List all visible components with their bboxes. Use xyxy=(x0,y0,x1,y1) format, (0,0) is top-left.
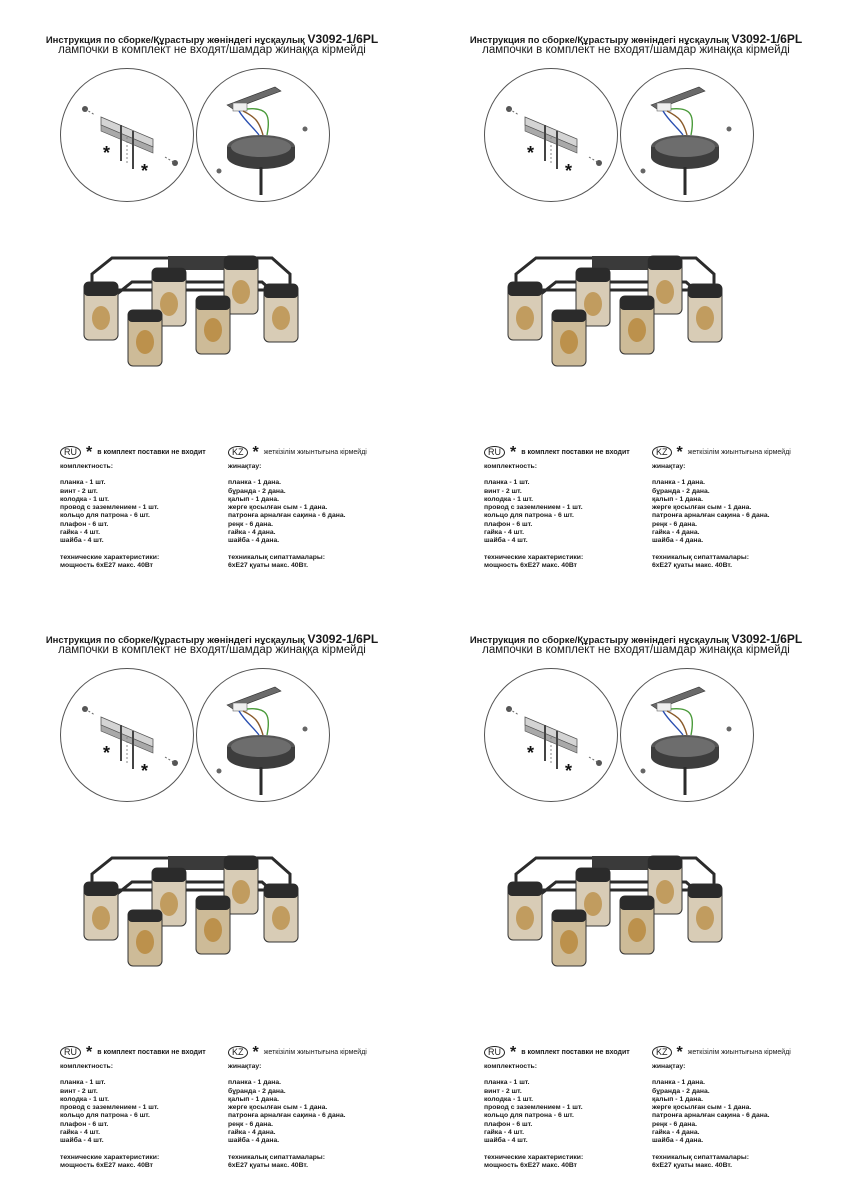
kit-item: планка - 1 дана. xyxy=(652,1079,706,1087)
model-number: V3092-1/6PL xyxy=(731,632,803,646)
kit-item: провод с заземлением - 1 шт. xyxy=(60,504,159,512)
asterisk-mark: * xyxy=(252,443,259,461)
kz-kit-list xyxy=(228,1063,346,1170)
kit-item: планка - 1 шт. xyxy=(484,479,530,487)
kit-item: гайка - 4 дана. xyxy=(652,529,700,537)
kit-item: плафон - 6 шт. xyxy=(60,1120,109,1128)
kit-item: шайба - 4 шт. xyxy=(60,537,104,545)
chandelier-illustration xyxy=(496,238,736,378)
asterisk-mark: * xyxy=(141,761,149,781)
chandelier-illustration xyxy=(72,838,312,978)
kit-item: кольцо для патрона - 6 шт. xyxy=(484,1112,574,1120)
mounting-bracket-diagram xyxy=(484,668,618,802)
kit-item: колодка - 1 шт. xyxy=(60,495,110,503)
kit-heading: жинақтау: xyxy=(228,1063,262,1070)
spec-heading: технические характеристики: xyxy=(484,553,584,561)
kit-item: патронға арналған сақина - 6 дана. xyxy=(228,512,346,520)
kit-item: шайба - 4 дана. xyxy=(228,537,280,545)
kit-item: гайка - 4 шт. xyxy=(484,529,524,537)
kz-not-included: жеткізілім жиынтығына кірмейді xyxy=(263,1049,367,1056)
spec-value: 6xE27 қуаты макс. 40Вт. xyxy=(228,1161,309,1169)
asterisk-mark: * xyxy=(141,161,149,181)
ru-kit-list xyxy=(484,1063,583,1170)
kit-item: гайка - 4 дана. xyxy=(652,1129,700,1137)
kz-not-included: жеткізілім жиынтығына кірмейді xyxy=(687,449,791,456)
kit-item: бұранда - 2 дана. xyxy=(228,487,286,495)
kit-item: винт - 2 шт. xyxy=(484,487,522,495)
wiring-canopy-diagram xyxy=(620,668,754,802)
kz-note xyxy=(652,1043,791,1061)
instruction-copy xyxy=(0,0,424,600)
kit-item: планка - 1 шт. xyxy=(60,1079,106,1087)
ru-kit-list xyxy=(484,463,583,570)
kit-item: гайка - 4 шт. xyxy=(60,1129,100,1137)
asterisk-mark: * xyxy=(527,143,535,163)
ru-not-included: в комплект поставки не входит xyxy=(97,1049,206,1056)
kz-badge: KZ xyxy=(228,1046,248,1059)
wiring-canopy-diagram xyxy=(196,68,330,202)
kit-item: гайка - 4 шт. xyxy=(484,1129,524,1137)
kz-not-included: жеткізілім жиынтығына кірмейді xyxy=(263,449,367,456)
kit-item: плафон - 6 шт. xyxy=(484,1120,533,1128)
kit-heading: комплектность: xyxy=(484,463,537,470)
kit-item: планка - 1 шт. xyxy=(484,1079,530,1087)
kit-item: шайба - 4 шт. xyxy=(60,1137,104,1145)
kit-item: бұранда - 2 дана. xyxy=(228,1087,286,1095)
kit-item: жерге қосылған сым - 1 дана. xyxy=(652,504,752,512)
kz-badge: KZ xyxy=(652,446,672,459)
mounting-bracket-diagram xyxy=(60,668,194,802)
kit-item: колодка - 1 шт. xyxy=(484,1095,534,1103)
spec-value: 6xE27 қуаты макс. 40Вт. xyxy=(228,561,309,569)
kit-item: провод с заземлением - 1 шт. xyxy=(60,1104,159,1112)
kz-badge: KZ xyxy=(228,446,248,459)
kit-item: қалып - 1 дана. xyxy=(652,495,703,503)
asterisk-mark: * xyxy=(252,1043,259,1061)
chandelier-illustration xyxy=(72,238,312,378)
ru-note xyxy=(60,443,206,461)
kit-item: планка - 1 дана. xyxy=(652,479,706,487)
model-number: V3092-1/6PL xyxy=(307,632,379,646)
kit-item: патронға арналған сақина - 6 дана. xyxy=(652,512,770,520)
mounting-bracket-diagram xyxy=(60,68,194,202)
kit-heading: жинақтау: xyxy=(228,463,262,470)
kit-item: гайка - 4 дана. xyxy=(228,529,276,537)
kit-item: шайба - 4 дана. xyxy=(652,1137,704,1145)
kz-not-included: жеткізілім жиынтығына кірмейді xyxy=(687,1049,791,1056)
ru-badge: RU xyxy=(484,1046,505,1059)
kit-item: колодка - 1 шт. xyxy=(60,1095,110,1103)
ru-note xyxy=(484,1043,630,1061)
spec-value: мощность 6xE27 макс. 40Вт xyxy=(60,561,154,569)
model-number: V3092-1/6PL xyxy=(731,32,803,46)
title-text: Инструкция по сборке/Құрастыру жөніндегі нұсқаулық xyxy=(45,635,308,646)
asterisk-mark: * xyxy=(676,1043,683,1061)
asterisk-mark: * xyxy=(565,161,573,181)
ru-not-included: в комплект поставки не входит xyxy=(521,449,630,456)
kit-item: патронға арналған сақина - 6 дана. xyxy=(652,1112,770,1120)
bulbs-not-included-note: лампочки в комплект не входят/шамдар жинаққа кірмейді xyxy=(58,644,366,656)
spec-value: мощность 6xE27 макс. 40Вт xyxy=(484,561,578,569)
mounting-bracket-diagram xyxy=(484,68,618,202)
kit-item: провод с заземлением - 1 шт. xyxy=(484,1104,583,1112)
instruction-copy xyxy=(424,600,848,1200)
asterisk-mark: * xyxy=(565,761,573,781)
bulbs-not-included-note: лампочки в комплект не входят/шамдар жинаққа кірмейді xyxy=(482,44,790,56)
spec-heading: техникалық сипаттамалары: xyxy=(652,553,749,561)
ru-not-included: в комплект поставки не входит xyxy=(521,1049,630,1056)
ru-kit-list xyxy=(60,463,159,570)
spec-heading: технические характеристики: xyxy=(60,553,160,561)
kz-note xyxy=(228,443,367,461)
bulbs-not-included-note: лампочки в комплект не входят/шамдар жинаққа кірмейді xyxy=(482,644,790,656)
kit-item: планка - 1 дана. xyxy=(228,479,282,487)
kit-heading: жинақтау: xyxy=(652,1063,686,1070)
kit-item: патронға арналған сақина - 6 дана. xyxy=(228,1112,346,1120)
kit-item: жерге қосылған сым - 1 дана. xyxy=(228,504,328,512)
title-text: Инструкция по сборке/Құрастыру жөніндегі нұсқаулық xyxy=(45,35,308,46)
kit-item: гайка - 4 дана. xyxy=(228,1129,276,1137)
kz-kit-list xyxy=(652,463,770,570)
kit-item: реңк - 6 дана. xyxy=(652,520,698,528)
asterisk-mark: * xyxy=(676,443,683,461)
kit-heading: жинақтау: xyxy=(652,463,686,470)
kit-item: кольцо для патрона - 6 шт. xyxy=(60,1112,150,1120)
kit-item: гайка - 4 шт. xyxy=(60,529,100,537)
kit-item: шайба - 4 дана. xyxy=(652,537,704,545)
kit-item: колодка - 1 шт. xyxy=(484,495,534,503)
kit-item: плафон - 6 шт. xyxy=(60,520,109,528)
ru-badge: RU xyxy=(60,1046,81,1059)
ru-badge: RU xyxy=(484,446,505,459)
bulbs-not-included-note: лампочки в комплект не входят/шамдар жинаққа кірмейді xyxy=(58,44,366,56)
instruction-copy xyxy=(424,0,848,600)
spec-heading: техникалық сипаттамалары: xyxy=(652,1153,749,1161)
ru-not-included: в комплект поставки не входит xyxy=(97,449,206,456)
ru-note xyxy=(60,1043,206,1061)
kit-item: реңк - 6 дана. xyxy=(228,1120,274,1128)
instruction-copy xyxy=(0,600,424,1200)
model-number: V3092-1/6PL xyxy=(307,32,379,46)
kit-heading: комплектность: xyxy=(60,1063,113,1070)
kit-item: кольцо для патрона - 6 шт. xyxy=(60,512,150,520)
spec-value: мощность 6xE27 макс. 40Вт xyxy=(60,1161,154,1169)
kit-item: кольцо для патрона - 6 шт. xyxy=(484,512,574,520)
wiring-canopy-diagram xyxy=(196,668,330,802)
kit-item: планка - 1 шт. xyxy=(60,479,106,487)
kz-note xyxy=(652,443,791,461)
spec-value: 6xE27 қуаты макс. 40Вт. xyxy=(652,561,733,569)
asterisk-mark: * xyxy=(510,1043,517,1061)
kz-badge: KZ xyxy=(652,1046,672,1059)
spec-heading: технические характеристики: xyxy=(60,1153,160,1161)
kit-item: қалып - 1 дана. xyxy=(228,495,279,503)
asterisk-mark: * xyxy=(86,443,93,461)
kit-item: жерге қосылған сым - 1 дана. xyxy=(228,1104,328,1112)
kz-note xyxy=(228,1043,367,1061)
wiring-canopy-diagram xyxy=(620,68,754,202)
kit-item: шайба - 4 шт. xyxy=(484,537,528,545)
kit-item: реңк - 6 дана. xyxy=(228,520,274,528)
kit-item: қалып - 1 дана. xyxy=(228,1095,279,1103)
asterisk-mark: * xyxy=(103,743,111,763)
spec-value: 6xE27 қуаты макс. 40Вт. xyxy=(652,1161,733,1169)
kit-item: жерге қосылған сым - 1 дана. xyxy=(652,1104,752,1112)
kit-item: провод с заземлением - 1 шт. xyxy=(484,504,583,512)
kit-heading: комплектность: xyxy=(484,1063,537,1070)
kit-item: винт - 2 шт. xyxy=(60,1087,98,1095)
kit-heading: комплектность: xyxy=(60,463,113,470)
kit-item: шайба - 4 дана. xyxy=(228,1137,280,1145)
spec-value: мощность 6xE27 макс. 40Вт xyxy=(484,1161,578,1169)
asterisk-mark: * xyxy=(510,443,517,461)
asterisk-mark: * xyxy=(527,743,535,763)
kit-item: реңк - 6 дана. xyxy=(652,1120,698,1128)
chandelier-illustration xyxy=(496,838,736,978)
title-text: Инструкция по сборке/Құрастыру жөніндегі нұсқаулық xyxy=(469,35,732,46)
spec-heading: техникалық сипаттамалары: xyxy=(228,1153,325,1161)
kit-item: шайба - 4 шт. xyxy=(484,1137,528,1145)
kit-item: винт - 2 шт. xyxy=(60,487,98,495)
kit-item: планка - 1 дана. xyxy=(228,1079,282,1087)
spec-heading: техникалық сипаттамалары: xyxy=(228,553,325,561)
kit-item: винт - 2 шт. xyxy=(484,1087,522,1095)
spec-heading: технические характеристики: xyxy=(484,1153,584,1161)
kit-item: плафон - 6 шт. xyxy=(484,520,533,528)
kz-kit-list xyxy=(228,463,346,570)
kit-item: қалып - 1 дана. xyxy=(652,1095,703,1103)
kit-item: бұранда - 2 дана. xyxy=(652,1087,710,1095)
ru-badge: RU xyxy=(60,446,81,459)
title-text: Инструкция по сборке/Құрастыру жөніндегі нұсқаулық xyxy=(469,635,732,646)
ru-note xyxy=(484,443,630,461)
asterisk-mark: * xyxy=(86,1043,93,1061)
ru-kit-list xyxy=(60,1063,159,1170)
kz-kit-list xyxy=(652,1063,770,1170)
asterisk-mark: * xyxy=(103,143,111,163)
kit-item: бұранда - 2 дана. xyxy=(652,487,710,495)
